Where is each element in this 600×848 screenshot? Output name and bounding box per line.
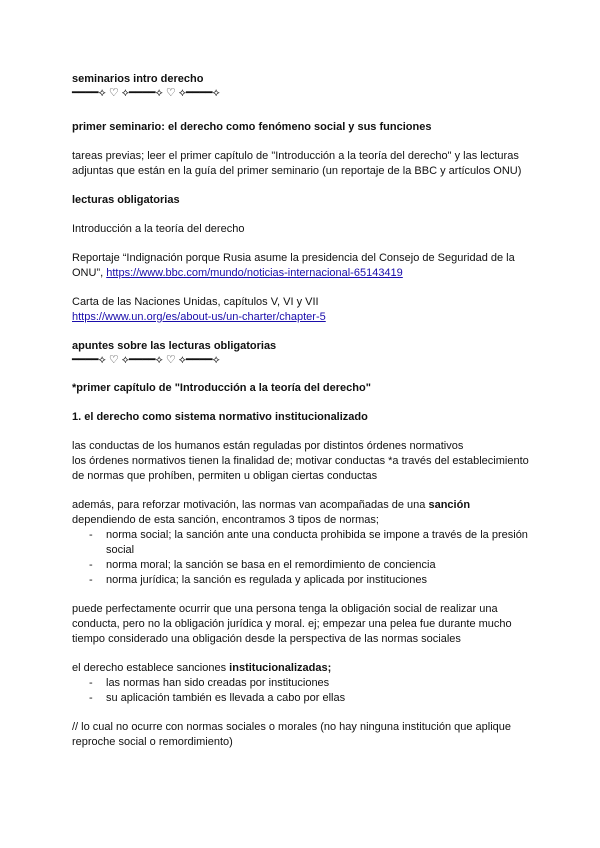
chapter-heading: *primer capítulo de "Introducción a la teoría del derecho" [72, 382, 371, 394]
lectura-text: Reportaje “Indignación porque Rusia asume la presidencia del Consejo de Seguridad de la ONU”, [72, 252, 515, 279]
lectura-item: Carta de las Naciones Unidas, capítulos V, VI y VII [72, 296, 319, 308]
paragraph-text: además, para reforzar motivación, las normas van acompañadas de una [72, 499, 429, 511]
paragraph: dependiendo de esta sanción, encontramos 3 tipos de normas; [72, 514, 379, 526]
paragraph: los órdenes normativos tienen la finalidad de; motivar conductas *a través del establecimiento de normas que prohíben, permiten u obligan ciertas conductas [72, 455, 529, 482]
list-item-text: norma moral; la sanción se basa en el remordimiento de conciencia [106, 559, 436, 571]
decorative-separator: ━━━━⟡ ♡ ⟡━━━━⟡ ♡ ⟡━━━━⟡ [72, 354, 220, 366]
lectura-link-line [72, 310, 532, 325]
institutional-list [72, 676, 532, 706]
document-page [72, 72, 532, 750]
list-dash: - [89, 692, 93, 704]
paragraph: las conductas de los humanos están reguladas por distintos órdenes normativos [72, 440, 464, 452]
list-item [72, 573, 532, 588]
norm-types-list [72, 528, 532, 588]
apuntes-heading: apuntes sobre las lecturas obligatorias [72, 340, 277, 352]
list-dash: - [89, 529, 93, 541]
paragraph: puede perfectamente ocurrir que una persona tenga la obligación social de realizar una conducta, pero no la obligación jurídica y moral. ej; empezar una pelea fue durante mucho tiempo considerado una obligación desde la perspectiva de las normas sociales [72, 603, 512, 645]
paragraph: // lo cual no ocurre con normas sociales o morales (no hay ninguna institución que aplique reproche social o remordimiento) [72, 721, 512, 748]
list-item-text: norma social; la sanción ante una conducta prohibida se impone a través de la presión social [106, 529, 528, 556]
bold-term: sanción [428, 499, 471, 511]
list-item [72, 558, 532, 573]
lectura-item [72, 251, 532, 281]
lecturas-heading: lecturas obligatorias [72, 194, 180, 206]
doc-title: seminarios intro derecho [72, 73, 204, 85]
un-charter-link[interactable]: https://www.un.org/es/about-us/un-charter/chapter-5 [72, 311, 326, 323]
paragraph [72, 498, 532, 513]
list-dash: - [89, 574, 93, 586]
section-heading: 1. el derecho como sistema normativo institucionalizado [72, 411, 368, 423]
list-item [72, 691, 532, 706]
lectura-item: Introducción a la teoría del derecho [72, 223, 245, 235]
list-dash: - [89, 677, 93, 689]
list-item-text: norma jurídica; la sanción es regulada y aplicada por instituciones [106, 574, 428, 586]
list-item-text: las normas han sido creadas por instituciones [106, 677, 330, 689]
bbc-link[interactable]: https://www.bbc.com/mundo/noticias-internacional-65143419 [106, 267, 403, 279]
tareas-paragraph: tareas previas; leer el primer capítulo de "Introducción a la teoría del derecho" y las lecturas adjuntas que están en la guía del primer seminario (un reportaje de la BBC y artículos ONU) [72, 150, 522, 177]
list-item [72, 676, 532, 691]
paragraph-text: el derecho establece sanciones [72, 662, 230, 674]
seminar-heading: primer seminario: el derecho como fenómeno social y sus funciones [72, 121, 432, 133]
list-item [72, 528, 532, 558]
decorative-separator: ━━━━⟡ ♡ ⟡━━━━⟡ ♡ ⟡━━━━⟡ [72, 87, 220, 99]
list-dash: - [89, 559, 93, 571]
paragraph [72, 661, 532, 676]
list-item-text: su aplicación también es llevada a cabo por ellas [106, 692, 346, 704]
bold-term: institucionalizadas; [229, 662, 332, 674]
